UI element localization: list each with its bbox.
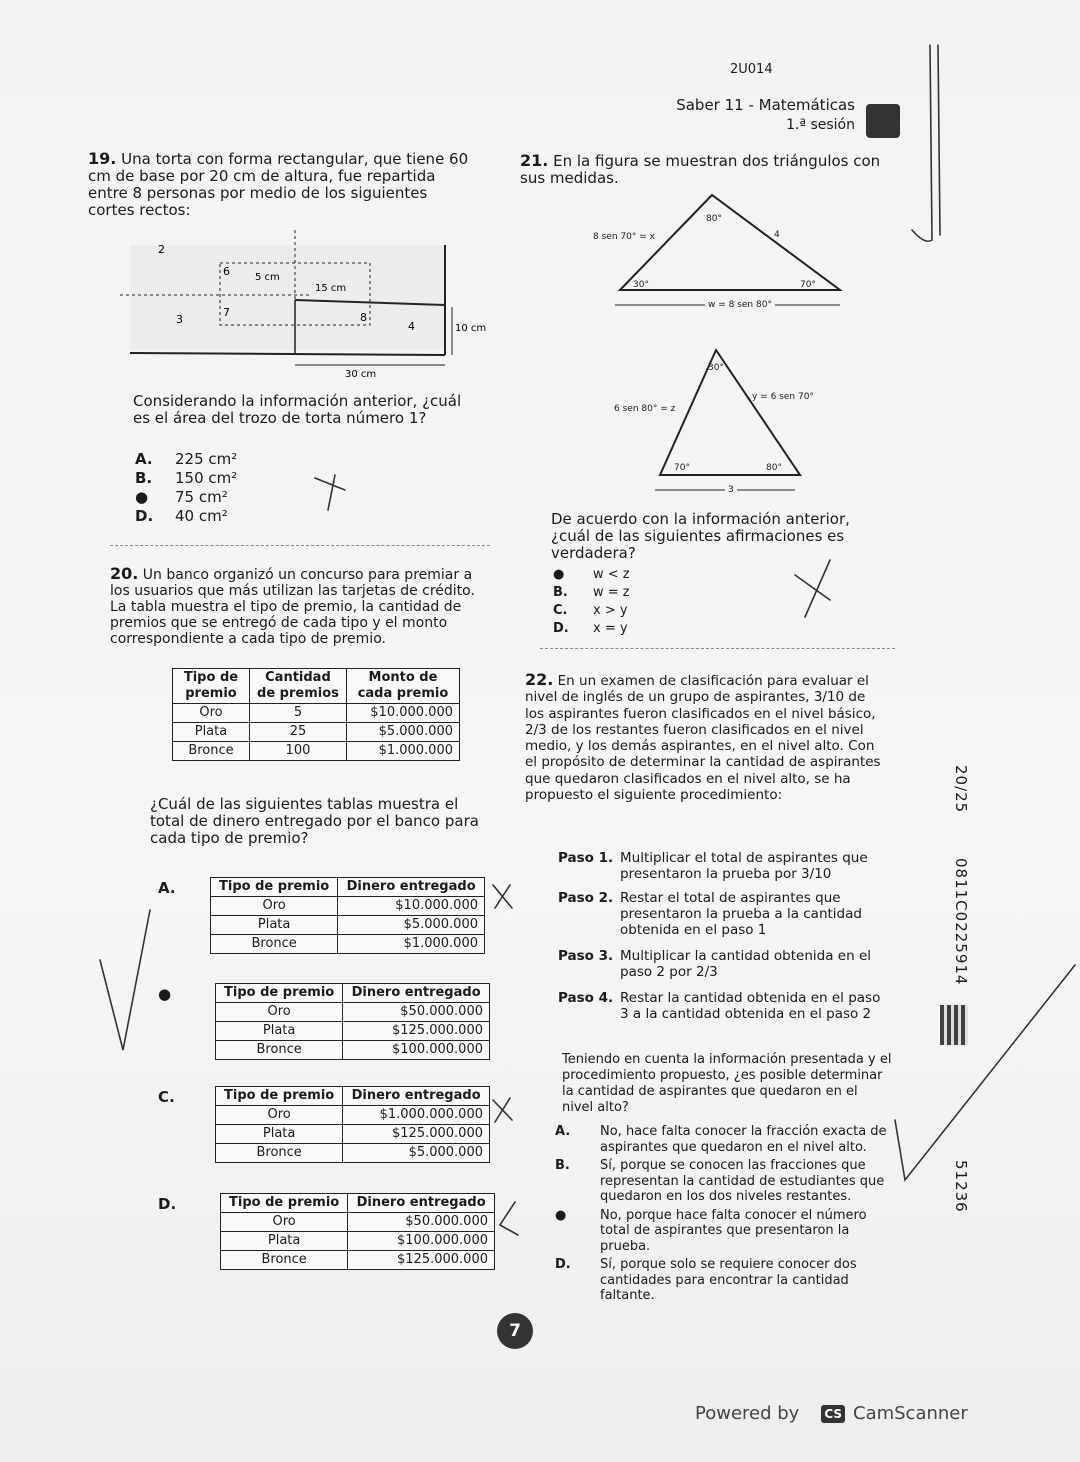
angle-label: 70° (674, 463, 690, 473)
procedure-steps (558, 850, 890, 1022)
step-2 (558, 890, 890, 938)
cell: Bronce (216, 1144, 343, 1163)
filled-bubble-icon[interactable]: ● (158, 985, 172, 1003)
question-21-prompt: De acuerdo con la información anterior, ¿cuál de las siguientes afirmaciones es verdadera? (551, 510, 850, 562)
angle-label: 80° (706, 214, 722, 224)
cell: 100 (249, 742, 346, 761)
option-a[interactable] (135, 450, 237, 469)
handwritten-x-icon (310, 470, 350, 515)
cell: $10.000.000 (346, 704, 459, 723)
cell: $10.000.000 (338, 897, 485, 916)
cell: Bronce (211, 935, 338, 954)
option-c-marked[interactable] (555, 1208, 895, 1255)
cell: $1.000.000 (338, 935, 485, 954)
option-text: 150 cm² (175, 469, 238, 487)
cell: Bronce (173, 742, 250, 761)
column-header: Dinero entregado (343, 984, 490, 1003)
option-a[interactable] (555, 1124, 895, 1155)
powered-by-label: Powered by (695, 1403, 800, 1424)
question-19 (88, 150, 473, 219)
header-code: 2U014 (730, 62, 773, 77)
option-letter: B. (553, 585, 568, 600)
step-text: Multiplicar el total de aspirantes que presentaron la prueba por 3/10 (620, 850, 868, 882)
svg-text:30 cm: 30 cm (345, 369, 377, 380)
option-letter: D. (555, 1257, 571, 1272)
option-c[interactable] (553, 602, 630, 620)
camscanner-brand: CamScanner (853, 1403, 968, 1424)
step-label: Paso 3. (558, 948, 614, 964)
cell: $125.000.000 (343, 1125, 490, 1144)
column-header: Dinero entregado (338, 878, 485, 897)
svg-text:2: 2 (158, 243, 165, 256)
handwritten-x-icon (790, 555, 840, 625)
step-3 (558, 948, 890, 980)
option-b-table (215, 983, 490, 1060)
question-19-options (135, 450, 237, 526)
question-number: 20. (110, 564, 139, 583)
table-row (216, 1003, 490, 1022)
option-text: Sí, porque solo se requiere conocer dos cantidades para encontrar la cantidad faltante. (600, 1257, 857, 1303)
divider (540, 648, 895, 649)
option-letter: A. (135, 450, 153, 468)
camscanner-watermark (695, 1403, 968, 1424)
step-4 (558, 990, 890, 1022)
cell: Oro (221, 1213, 348, 1232)
option-text: x = y (593, 621, 628, 636)
filled-bubble-icon: ● (135, 488, 149, 506)
step-label: Paso 1. (558, 850, 614, 866)
svg-text:8: 8 (360, 311, 367, 324)
question-text: En la figura se muestran dos triángulos con sus medidas. (520, 152, 881, 187)
cell: $100.000.000 (348, 1232, 495, 1251)
side-label: 4 (774, 230, 780, 240)
cell: Plata (173, 723, 250, 742)
option-text: w < z (593, 567, 630, 582)
option-text: No, hace falta conocer la fracción exacta de aspirantes que quedaron en el nivel alto. (600, 1124, 887, 1155)
option-text: 40 cm² (175, 507, 228, 525)
cell: $125.000.000 (348, 1251, 495, 1270)
step-text: Multiplicar la cantidad obtenida en el paso 2 por 2/3 (620, 948, 871, 980)
step-label: Paso 2. (558, 890, 614, 906)
column-header: Monto de cada premio (346, 669, 459, 704)
step-1 (558, 850, 890, 882)
angle-label: 80° (766, 463, 782, 473)
question-19-prompt: Considerando la información anterior, ¿cuál es el área del trozo de torta número 1? (133, 392, 462, 427)
cell: Oro (216, 1106, 343, 1125)
option-b[interactable] (135, 469, 237, 488)
option-letter: A. (555, 1124, 571, 1139)
column-header: Dinero entregado (348, 1194, 495, 1213)
option-letter[interactable]: A. (158, 879, 176, 897)
cell: 5 (249, 704, 346, 723)
pen-mark-icon (900, 40, 950, 250)
svg-text:7: 7 (223, 306, 230, 319)
cell: $1.000.000.000 (343, 1106, 490, 1125)
column-header: Cantidad de premios (249, 669, 346, 704)
svg-text:10 cm: 10 cm (455, 323, 487, 334)
question-text: En un examen de clasificación para evaluar el nivel de inglés de un grupo de aspirantes, 3/10 de los aspirantes fueron clasificados en el nivel básico, 2/3 de los restantes fueron clasificados en el nivel medio, y los demás aspirantes, en el nivel alto. Con el propósito de determinar la cantidad de aspirantes que quedaron clasificados en el nivel alto, se ha propuesto el siguiente procedimiento: (525, 673, 881, 804)
cell: $5.000.000 (343, 1144, 490, 1163)
handwritten-x-marks (490, 880, 520, 1300)
question-text: Una torta con forma rectangular, que tiene 60 cm de base por 20 cm de altura, fue repartida entre 8 personas por medio de los siguientes cortes rectos: (88, 150, 469, 219)
question-number: 19. (88, 149, 117, 168)
question-21-options (553, 566, 630, 638)
side-label: 8 sen 70° = x (593, 232, 655, 242)
form-number: 51236 (952, 1160, 970, 1213)
option-text: w = z (593, 585, 630, 600)
table-row (173, 704, 460, 723)
question-number: 21. (520, 151, 549, 170)
icfes-logo-icon (866, 104, 900, 138)
step-label: Paso 4. (558, 990, 614, 1006)
svg-text:4: 4 (408, 320, 415, 333)
handwritten-check-icon (95, 900, 155, 1060)
question-22-options (555, 1124, 895, 1304)
filled-bubble-icon: ● (553, 567, 565, 582)
cell: $5.000.000 (346, 723, 459, 742)
option-text: 75 cm² (175, 488, 228, 506)
option-c-marked[interactable] (135, 488, 237, 507)
option-letter[interactable]: D. (158, 1195, 177, 1213)
table-row (211, 897, 485, 916)
divider (110, 545, 490, 546)
option-letter: C. (553, 603, 568, 618)
cell: Plata (216, 1125, 343, 1144)
side-label: w = 8 sen 80° (705, 300, 775, 310)
column-header: Tipo de premio (221, 1194, 348, 1213)
table-row (216, 1041, 490, 1060)
option-letter: B. (135, 469, 153, 487)
option-letter: B. (555, 1158, 570, 1173)
side-label: 3 (725, 485, 737, 495)
option-b[interactable] (553, 584, 630, 602)
table-row (221, 1232, 495, 1251)
cell: $1.000.000 (346, 742, 459, 761)
question-text: Un banco organizó un concurso para premiar a los usuarios que más utilizan las tarjetas de crédito. La tabla muestra el tipo de premio, la cantidad de premios que se entregó de cada tipo y el monto correspondiente a cada tipo de premio. (110, 567, 475, 647)
header-session: 1.ª sesión (786, 117, 855, 133)
header-subject: Saber 11 - Matemáticas (676, 96, 855, 114)
column-header: Dinero entregado (343, 1087, 490, 1106)
option-text: Sí, porque se conocen las fracciones que representan la cantidad de estudiantes que quedaron en los dos niveles restantes. (600, 1158, 885, 1204)
step-text: Restar la cantidad obtenida en el paso 3 a la cantidad obtenida en el paso 2 (620, 990, 881, 1022)
cell: $100.000.000 (343, 1041, 490, 1060)
option-letter: D. (135, 507, 154, 525)
column-header: Tipo de premio (211, 878, 338, 897)
table-row (216, 1144, 490, 1163)
option-letter: D. (553, 621, 569, 636)
cell: Oro (173, 704, 250, 723)
page-number: 7 (497, 1313, 533, 1349)
option-c-table (215, 1086, 490, 1163)
prize-table (172, 668, 460, 761)
option-text: x > y (593, 603, 628, 618)
question-21 (520, 152, 890, 187)
cell: Plata (211, 916, 338, 935)
table-row (216, 1106, 490, 1125)
cell: $125.000.000 (343, 1022, 490, 1041)
cell: Oro (211, 897, 338, 916)
cake-figure (110, 225, 490, 385)
camscanner-logo-icon: CS (821, 1405, 845, 1423)
column-header: Tipo de premio (216, 1087, 343, 1106)
option-text: No, porque hace falta conocer el número total de aspirantes que presentaron la prueba. (600, 1207, 867, 1254)
option-d[interactable] (553, 620, 630, 638)
option-a-marked[interactable] (553, 566, 630, 584)
column-header: Tipo de premio (173, 669, 250, 704)
qr-code-icon (940, 1005, 968, 1045)
page-count: 20/25 (952, 765, 970, 814)
angle-label: 30° (708, 363, 724, 373)
cell: Bronce (216, 1041, 343, 1060)
option-d[interactable] (555, 1257, 895, 1304)
option-text: 225 cm² (175, 450, 238, 468)
option-d[interactable] (135, 507, 237, 526)
table-row (216, 1022, 490, 1041)
angle-label: 30° (633, 280, 649, 290)
question-20-prompt: ¿Cuál de las siguientes tablas muestra el total de dinero entregado por el banco para cada tipo de premio? (150, 795, 479, 847)
cell: 25 (249, 723, 346, 742)
question-20 (110, 566, 480, 647)
svg-text:6: 6 (223, 265, 230, 278)
question-number: 22. (525, 670, 554, 689)
handwritten-check-icon (890, 960, 1080, 1190)
cell: Oro (216, 1003, 343, 1022)
step-text: Restar el total de aspirantes que presentaron la prueba a la cantidad obtenida en el paso 1 (620, 890, 862, 938)
cell: $5.000.000 (338, 916, 485, 935)
cell: Bronce (221, 1251, 348, 1270)
svg-text:5 cm: 5 cm (255, 272, 280, 283)
table-row (173, 723, 460, 742)
side-label: y = 6 sen 70° (752, 392, 814, 402)
filled-bubble-icon: ● (555, 1207, 567, 1223)
table-row (221, 1251, 495, 1270)
cell: Plata (216, 1022, 343, 1041)
option-a-table (210, 877, 485, 954)
option-d-table (220, 1193, 495, 1270)
table-row (216, 1125, 490, 1144)
option-b[interactable] (555, 1158, 895, 1205)
table-row (211, 935, 485, 954)
cell: Plata (221, 1232, 348, 1251)
column-header: Tipo de premio (216, 984, 343, 1003)
cell: $50.000.000 (348, 1213, 495, 1232)
table-row (221, 1213, 495, 1232)
option-letter[interactable]: C. (158, 1088, 175, 1106)
svg-text:3: 3 (176, 313, 183, 326)
side-label: 6 sen 80° = z (614, 404, 676, 414)
question-22-prompt: Teniendo en cuenta la información presentada y el procedimiento propuesto, ¿es posible determinar la cantidad de aspirantes que quedaron en el nivel alto? (562, 1052, 892, 1115)
table-row (173, 742, 460, 761)
angle-label: 70° (800, 280, 816, 290)
cell: $50.000.000 (343, 1003, 490, 1022)
table-row (211, 916, 485, 935)
svg-text:15 cm: 15 cm (315, 283, 347, 294)
question-22 (525, 672, 888, 803)
booklet-code: 0811C0225914 (952, 858, 970, 986)
